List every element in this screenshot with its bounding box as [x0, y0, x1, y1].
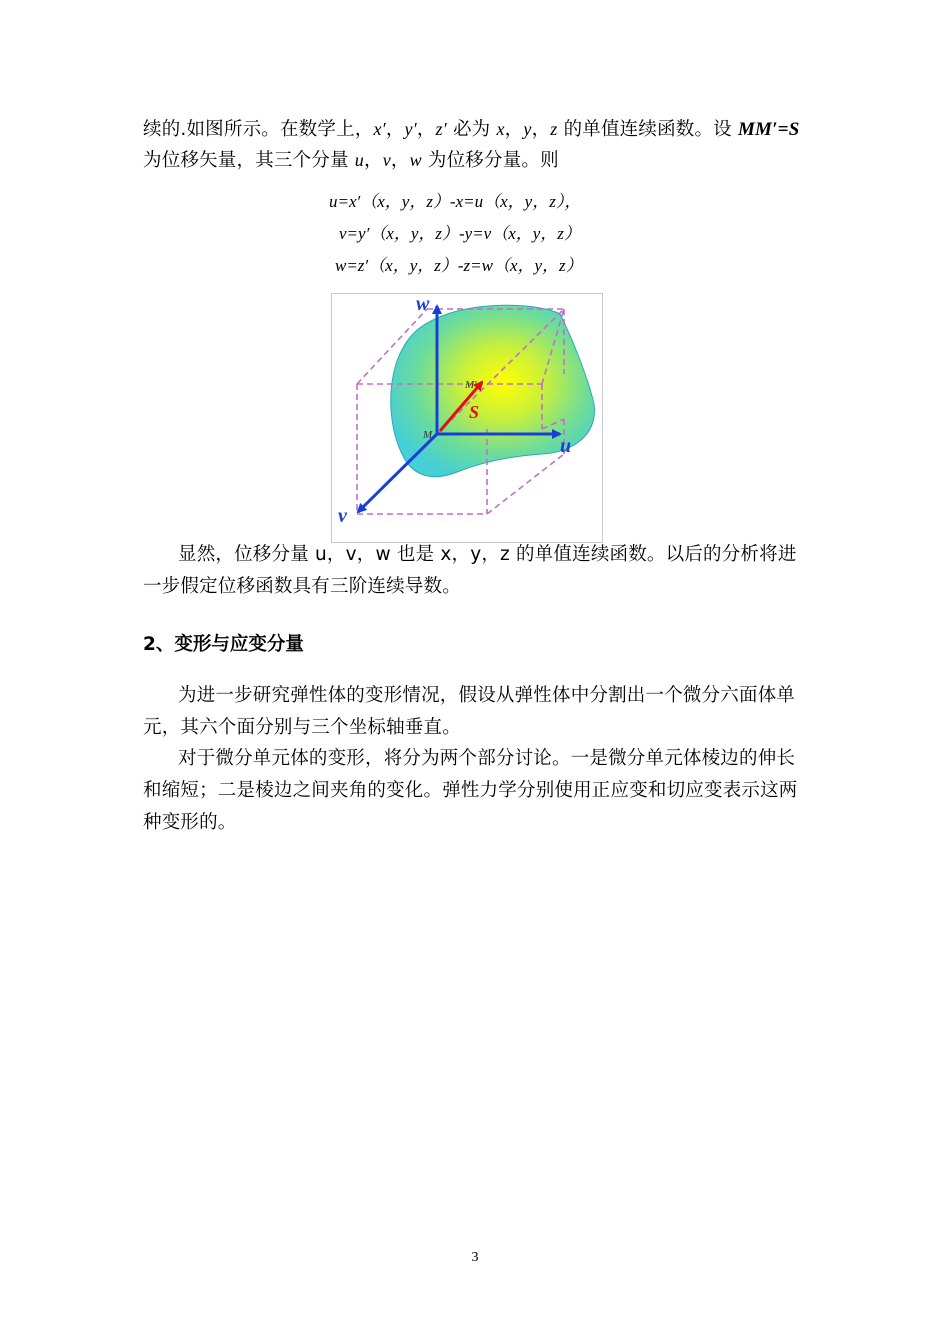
- paragraph-line: [143, 147, 559, 174]
- equation-v: v=y′（x，y，z）-y=v（x，y，z）: [339, 224, 581, 243]
- var-z-prime: z′: [435, 119, 447, 139]
- paragraph-line: 为进一步研究弹性体的变形情况，假设从弹性体中分割出一个微分六面体单: [178, 685, 796, 706]
- separator: ，: [416, 119, 436, 140]
- separator: ，: [504, 119, 524, 140]
- var-x-prime: x′: [373, 119, 386, 139]
- paragraph-line: 和缩短；二是棱边之间夹角的变化。弹性力学分别使用正应变和切应变表示这两: [143, 780, 798, 801]
- separator: ，: [531, 119, 551, 140]
- vector-mm: MM′=S: [737, 119, 800, 140]
- var-y: y: [523, 119, 532, 139]
- text-run: 的单值连续函数。设: [557, 119, 738, 140]
- var-v: v: [382, 150, 391, 170]
- label-w: w: [416, 294, 430, 315]
- separator: ，: [390, 150, 410, 171]
- paragraph-line: 显然，位移分量 u，v，w 也是 x，y，z 的单值连续函数。以后的分析将进: [178, 544, 797, 565]
- label-m-prime: M′: [465, 379, 477, 391]
- displacement-diagram: [332, 294, 602, 542]
- label-u: u: [560, 435, 572, 457]
- paragraph-line: 元，其六个面分别与三个坐标轴垂直。: [143, 717, 461, 738]
- label-m: M: [423, 429, 433, 441]
- text-run: 为位移分量。则: [421, 150, 559, 171]
- var-y-prime: y′: [404, 119, 417, 139]
- paragraph-line: 一步假定位移函数具有三阶连续导数。: [143, 576, 461, 597]
- text-run: 为位移矢量，其三个分量: [143, 150, 355, 171]
- separator: ，: [385, 119, 405, 140]
- separator: ，: [364, 150, 383, 171]
- var-z: z: [550, 119, 558, 139]
- equation-u: u=x′（x，y，z）-x=u（x，y，z），: [329, 192, 582, 211]
- section-heading: 2、变形与应变分量: [143, 634, 304, 655]
- text-run: 必为: [446, 119, 497, 140]
- paragraph-line: 种变形的。: [143, 812, 237, 833]
- label-s: S: [469, 402, 480, 422]
- var-x: x: [496, 119, 505, 139]
- displacement-figure: [331, 293, 603, 543]
- page-number: 3: [471, 1250, 479, 1265]
- paragraph-line: [143, 116, 799, 143]
- equation-w: w=z′（x，y，z）-z=w（x，y，z）: [335, 256, 583, 275]
- text-run: 续的.如图所示。在数学上，: [143, 119, 374, 140]
- var-u: u: [354, 150, 364, 170]
- var-w: w: [409, 150, 422, 170]
- paragraph-line: 对于微分单元体的变形，将分为两个部分讨论。一是微分单元体棱边的伸长: [178, 748, 796, 769]
- label-v: v: [338, 505, 347, 527]
